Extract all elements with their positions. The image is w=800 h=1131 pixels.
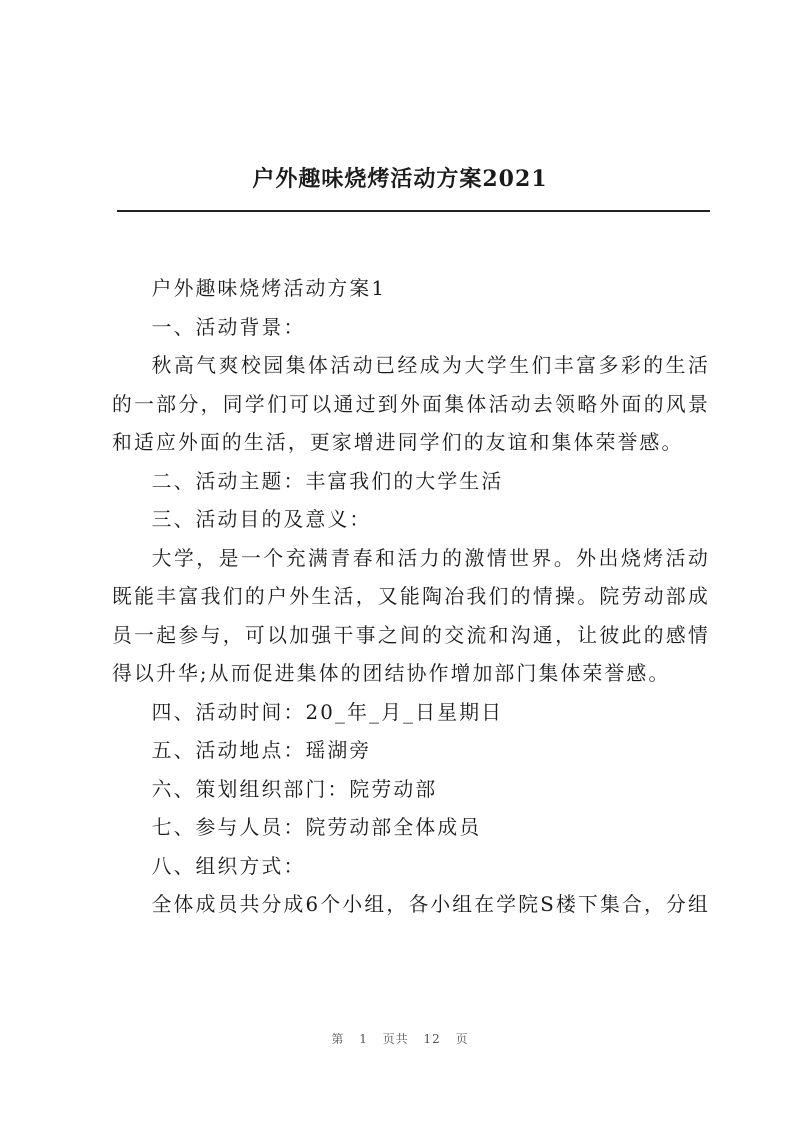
footer-total-pages: 12 — [423, 1032, 441, 1046]
section-heading: 三、活动目的及意义： — [151, 508, 372, 531]
section-heading: 一、活动背景： — [151, 315, 306, 339]
title-divider — [117, 210, 710, 212]
section-heading: 户外趣味烧烤活动方案1 — [151, 277, 387, 300]
page-footer — [0, 1030, 800, 1047]
footer-middle: 页共 — [382, 1032, 409, 1046]
section-heading: 二、活动主题：丰富我们的大学生活 — [151, 469, 504, 493]
body-paragraph: 秋高气爽校园集体活动已经成为大学生们丰富多彩的生活的一部分，同学们可以通过到外面集体活动去领略外面的风景和适应外面的生活，更家增进同学们的友谊和集体荣誉感。 — [112, 354, 710, 454]
document-body — [112, 270, 710, 925]
section-heading: 六、策划组织部门：院劳动部 — [151, 777, 438, 801]
footer-current-page: 1 — [359, 1032, 368, 1046]
footer-suffix: 页 — [455, 1032, 469, 1046]
body-paragraph: 全体成员共分成6个小组，各小组在学院S楼下集合，分组 — [151, 893, 710, 916]
section-heading: 五、活动地点：瑶湖旁 — [151, 739, 372, 762]
document-title: 户外趣味烧烤活动方案2021 — [252, 166, 548, 192]
footer-prefix: 第 — [331, 1032, 345, 1046]
section-heading: 八、组织方式： — [151, 854, 306, 878]
body-paragraph: 大学，是一个充满青春和活力的激情世界。外出烧烤活动既能丰富我们的户外生活，又能陶冶我们的情操。院劳动部成员一起参与，可以加强干事之间的交流和沟通，让彼此的感情得以升华;从而促进集体的团结协作增加部门集体荣誉感。 — [112, 546, 710, 685]
section-heading: 七、参与人员：院劳动部全体成员 — [151, 816, 482, 839]
section-heading: 四、活动时间：20_年_月_日星期日 — [151, 700, 504, 724]
